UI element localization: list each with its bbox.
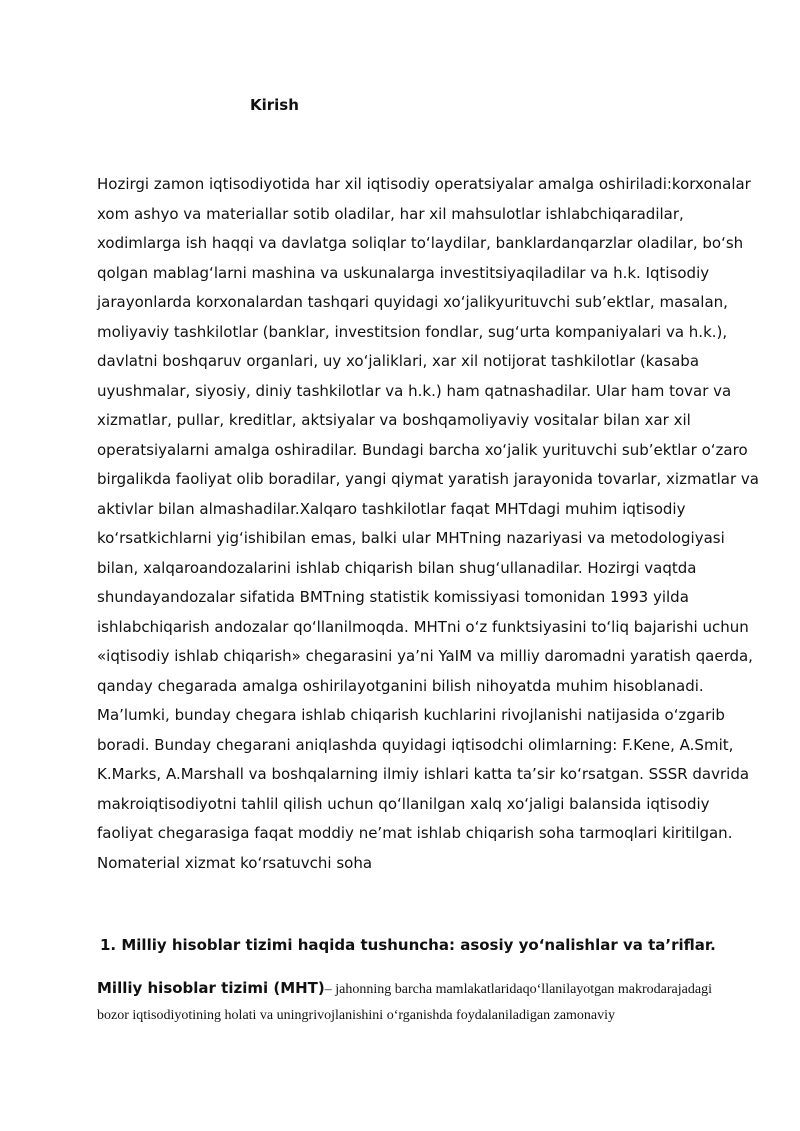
paragraph-line: Hozirgi zamon iqtisodiyotida har xil iqtisodiy operatsiyalar amalga oshiriladi:korxonalar bbox=[97, 175, 751, 193]
definition-text: – jahonning barcha mamlakatlaridaqo‘llanilayotgan makrodarajadagi bbox=[324, 982, 712, 997]
paragraph-line: qanday chegarada amalga oshirilayotganini bilish nihoyatda muhim hisoblanadi. bbox=[97, 676, 704, 695]
definition-paragraph bbox=[97, 974, 737, 1030]
section-heading: 1. Milliy hisoblar tizimi haqida tushuncha: asosiy yo‘nalishlar va ta’riflar. bbox=[100, 936, 716, 954]
paragraph-line: birgalikda faoliyat olib boradilar, yangi qiymat yaratish jarayonida tovarlar, xizmatlar va bbox=[97, 470, 759, 488]
paragraph-line: bilan, xalqaroandozalarini ishlab chiqarish bilan shug‘ullanadilar. Hozirgi vaqtda bbox=[97, 558, 697, 577]
paragraph-line: K.Marks, A.Marshall va boshqalarning ilmiy ishlari katta ta’sir ko‘rsatgan. SSSR davrida bbox=[97, 765, 750, 783]
paragraph-line: xodimlarga ish haqqi va davlatga soliqlar to‘laydilar, banklardanqarzlar oladilar, bo‘sh bbox=[97, 234, 744, 252]
paragraph-line: jarayonlarda korxonalardan tashqari quyidagi xo‘jalikyurituvchi sub’ektlar, masalan, bbox=[97, 293, 728, 311]
definition-line: bozor iqtisodiyotining holati va uningrivojlanishini o‘rganishda foydalaniladigan zamonaviy bbox=[97, 1008, 616, 1023]
paragraph-line: Ma’lumki, bunday chegara ishlab chiqarish kuchlarini rivojlanishi natijasida o‘zgarib bbox=[97, 706, 725, 724]
paragraph-line: qolgan mablag‘larni mashina va uskunalarga investitsiyaqiladilar va h.k. Iqtisodiy bbox=[97, 263, 710, 282]
paragraph-line: aktivlar bilan almashadilar.Xalqaro tashkilotlar faqat MHTdagi muhim iqtisodiy bbox=[97, 499, 686, 518]
definition-term: Milliy hisoblar tizimi (MHT) bbox=[97, 979, 325, 997]
paragraph-line: ishlabchiqarish andozalar qo‘llanilmoqda. MHTni o‘z funktsiyasini to‘liq bajarishi uchun bbox=[97, 617, 749, 636]
paragraph-line: uyushmalar, siyosiy, diniy tashkilotlar va h.k.) ham qatnashadilar. Ular ham tovar va bbox=[97, 381, 732, 400]
paragraph-line: shundayandozalar sifatida BMTning statistik komissiyasi tomonidan 1993 yilda bbox=[97, 588, 689, 606]
paragraph-line: operatsiyalarni amalga oshiradilar. Bundagi barcha xo‘jalik yurituvchi sub’ektlar o‘zaro bbox=[97, 440, 748, 459]
paragraph-line: davlatni boshqaruv organlari, uy xo‘jaliklari, xar xil notijorat tashkilotlar (kasaba bbox=[97, 352, 700, 370]
paragraph-line: faoliyat chegarasiga faqat moddiy ne’mat ishlab chiqarish soha tarmoqlari kiritilgan. bbox=[97, 824, 733, 842]
paragraph-line: ko‘rsatkichlarni yig‘ishibilan emas, balki ular MHTning nazariyasi va metodologiyasi bbox=[97, 529, 725, 547]
paragraph-line: moliyaviy tashkilotlar (banklar, investitsion fondlar, sug‘urta kompaniyalari va h.k.), bbox=[97, 322, 728, 341]
paragraph-line: Nomaterial xizmat ko‘rsatuvchi soha bbox=[97, 853, 373, 872]
paragraph-line: boradi. Bunday chegarani aniqlashda quyidagi iqtisodchi olimlarning: F.Kene, A.Smit, bbox=[97, 735, 734, 754]
definition-line bbox=[97, 974, 737, 1002]
paragraph-line: «iqtisodiy ishlab chiqarish» chegarasini ya’ni YaIM va milliy daromadni yaratish qaerda, bbox=[97, 647, 753, 665]
page-title: Kirish bbox=[250, 96, 299, 114]
intro-paragraph bbox=[97, 170, 759, 878]
paragraph-line: makroiqtisodiyotni tahlil qilish uchun qo‘llanilgan xalq xo‘jaligi balansida iqtisodiy bbox=[97, 794, 710, 813]
paragraph-line: xom ashyo va materiallar sotib oladilar, har xil mahsulotlar ishlabchiqaradilar, bbox=[97, 204, 684, 223]
paragraph-line: xizmatlar, pullar, kreditlar, aktsiyalar va boshqamoliyaviy vositalar bilan xar xil bbox=[97, 411, 691, 429]
